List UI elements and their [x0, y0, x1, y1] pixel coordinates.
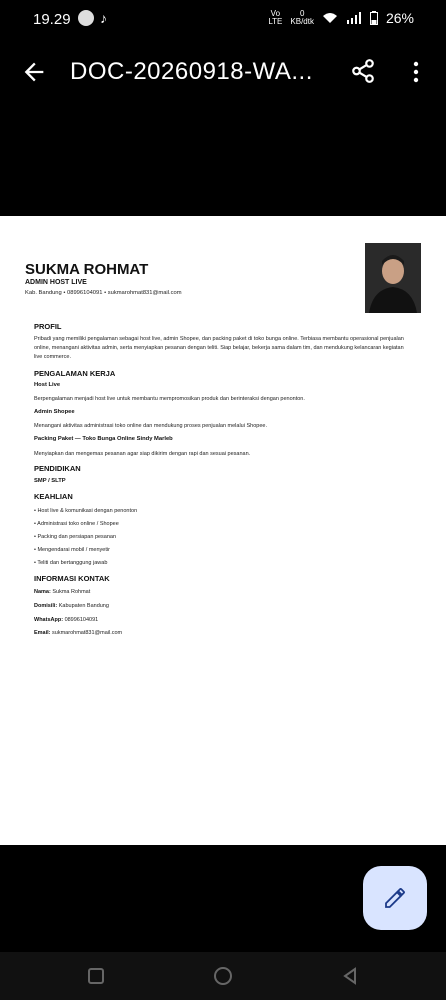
skill-item: • Mengendarai mobil / menyetir	[34, 547, 110, 553]
back-nav-icon[interactable]	[340, 966, 360, 986]
job-title: Admin Shopee	[34, 409, 75, 415]
job-title: Packing Paket — Toko Bunga Online Sindy Marleb	[34, 436, 173, 442]
signal-icon	[346, 12, 362, 24]
document-page[interactable]	[0, 216, 446, 845]
skill-item: • Administrasi toko online / Shopee	[34, 521, 119, 527]
system-nav-bar	[0, 952, 446, 1000]
more-vertical-icon[interactable]	[412, 60, 420, 84]
section-pendidikan-title: PENDIDIKAN	[34, 464, 81, 473]
resume-name: SUKMA ROHMAT	[25, 261, 149, 278]
volte-indicator: Vo LTE	[268, 9, 283, 26]
section-keahlian-title: KEAHLIAN	[34, 492, 73, 501]
contact-row	[34, 630, 122, 636]
contact-value: sukmarohmat831@mail.com	[52, 630, 123, 636]
wifi-icon	[322, 12, 338, 24]
contact-label: Nama:	[34, 589, 51, 595]
status-right	[268, 10, 414, 26]
section-pengalaman-title: PENGALAMAN KERJA	[34, 369, 116, 378]
battery-icon	[370, 11, 378, 25]
arrow-back-icon[interactable]	[20, 58, 48, 86]
profile-photo	[365, 243, 421, 313]
section-kontak-title: INFORMASI KONTAK	[34, 574, 110, 583]
contact-value: Kabupaten Bandung	[58, 603, 109, 609]
status-bar	[0, 0, 446, 38]
contact-row	[34, 589, 90, 595]
recent-apps-icon[interactable]	[86, 966, 106, 986]
contact-row	[34, 617, 98, 623]
document-title: DOC-20260918-WA...	[70, 58, 313, 85]
profil-text: Pribadi yang memiliki pengalaman sebagai host live, admin Shopee, dan packing paket di toko bunga online. Terbiasa membantu operasional penjualan online, menangani aktivitas admin, serta menyiapkan pesanan dengan teliti. Siap belajar, bekerja sama dalam tim, dan mendukung kelancaran kegiatan live commerce.	[34, 336, 404, 360]
contact-label: WhatsApp:	[34, 617, 64, 623]
tiktok-icon: ♪	[100, 10, 107, 26]
job-desc: Menyiapkan dan mengemas pesanan agar siap dikirim dengan rapi dan sesuai pesanan.	[34, 451, 251, 457]
section-profil-title: PROFIL	[34, 322, 62, 331]
skill-item: • Teliti dan bertanggung jawab	[34, 560, 108, 566]
contact-row	[34, 603, 109, 609]
app-bar	[0, 38, 446, 108]
edit-button[interactable]	[363, 866, 427, 930]
education-value: SMP / SLTP	[34, 478, 66, 484]
resume-role: ADMIN HOST LIVE	[25, 279, 87, 286]
contact-label: Domisili:	[34, 603, 58, 609]
contact-value: 08996104091	[64, 617, 99, 623]
pencil-icon	[383, 886, 407, 910]
job-title: Host Live	[34, 382, 61, 388]
resume-contact-line: Kab. Bandung • 08996104091 • sukmarohmat831@mail.com	[25, 290, 182, 296]
job-desc: Menangani aktivitas administrasi toko online dan mendukung proses penjualan melalui Shopee.	[34, 423, 267, 429]
status-time: 19.29	[33, 11, 71, 28]
contact-label: Email:	[34, 630, 51, 636]
notification-icons	[78, 10, 107, 26]
person-photo	[365, 243, 421, 313]
app-notification-icon	[78, 10, 94, 26]
home-icon[interactable]	[213, 966, 233, 986]
skill-item: • Packing dan persiapan pesanan	[34, 534, 117, 540]
job-desc: Berpengalaman menjadi host live untuk membantu mempromosikan produk dan berinteraksi dengan penonton.	[34, 396, 305, 402]
contact-value: Sukma Rohmat	[52, 589, 91, 595]
battery-percent: 26%	[385, 10, 414, 26]
share-icon[interactable]	[350, 58, 376, 84]
network-speed: 0 KB/dtk	[290, 9, 314, 26]
skill-item: • Host live & komunikasi dengan penonton	[34, 508, 138, 514]
